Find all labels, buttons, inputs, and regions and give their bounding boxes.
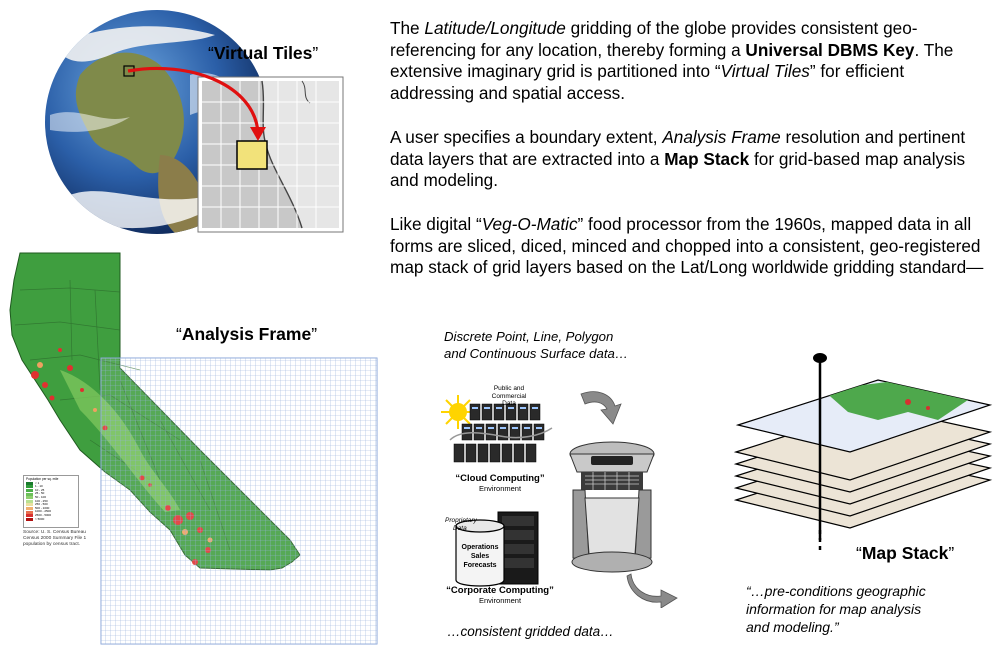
legend-swatch [26, 489, 33, 492]
legend-swatch [26, 482, 33, 485]
legend-swatch [26, 496, 33, 499]
legend-swatch [26, 503, 33, 506]
corporate-data-item: Operations [461, 544, 499, 551]
legend-entry-label: 25 - 50 [35, 491, 45, 496]
cloud-public-data-label: Public and Commercial Data [491, 385, 527, 407]
paragraph-vegomatic: Like digital “Veg-O-Matic” food processor from the 1960s, mapped data in all forms are sliced, diced, minced and chopped into a consistent, geo-registered map stack of grid layers based on the Lat/Long worldwide gridding standard— [390, 214, 984, 277]
legend-title: Population per sq. mile [26, 477, 59, 481]
corporate-proprietary-label: Proprietary Data [445, 517, 477, 532]
legend-entry-label: 50 - 100 [35, 494, 47, 499]
corporate-data-items [456, 543, 504, 570]
corporate-computing-label: “Corporate Computing” Environment [446, 585, 554, 605]
legend-entry-label: 500 - 1000 [35, 505, 50, 510]
legend-entry-label: 1 - 10 [35, 484, 43, 489]
legend-entry [26, 518, 76, 522]
map-stack-illustration [728, 350, 998, 560]
legend-swatch [26, 514, 33, 517]
legend-entry-label: 1000 - 2500 [35, 509, 52, 514]
curved-arrow-top-icon [575, 384, 625, 432]
analysis-frame-label: “Analysis Frame” [176, 324, 318, 344]
legend-entry-label: 100 - 250 [35, 498, 48, 503]
preconditions-caption: “…pre-conditions geographic information for map analysis and modeling.” [746, 583, 926, 635]
legend-entry-label: < 1 [35, 480, 40, 485]
paragraph-gridding: The Latitude/Longitude gridding of the globe provides consistent geo-referencing for any location, thereby forming a Universal DBMS Key. The extensive imaginary grid is partitioned into “Virtual Tiles” for efficient addressing and spatial access. [390, 18, 954, 103]
paragraph-analysis-frame: A user specifies a boundary extent, Analysis Frame resolution and pertinent data layers that are extracted into a Map Stack for grid-based map analysis and modeling. [390, 127, 966, 190]
globe-illustration [40, 5, 390, 250]
corporate-data-item: Sales [470, 553, 490, 560]
legend-entry-label: 10 - 25 [35, 487, 45, 492]
cloud-computing-label: “Cloud Computing” Environment [455, 473, 545, 493]
population-legend [23, 475, 79, 528]
legend-swatch [26, 507, 33, 510]
corporate-data-item: Forecasts [463, 562, 497, 569]
legend-swatch [26, 493, 33, 496]
legend-swatch [26, 518, 33, 521]
legend-swatch [26, 485, 33, 488]
discrete-data-caption: Discrete Point, Line, Polygon and Continuous Surface data… [444, 329, 629, 361]
consistent-gridded-caption: …consistent gridded data… [447, 624, 614, 639]
legend-source: Source: U. S. Census Bureau Census 2000 Summary File 1 population by census tract. [23, 530, 87, 547]
map-stack-label: “Map Stack” [856, 543, 955, 563]
virtual-tiles-label: “Virtual Tiles” [208, 43, 319, 63]
vegomatic-food-processor [563, 432, 661, 582]
california-population-map [0, 250, 390, 650]
legend-entry-label: 2500 - 5000 [35, 512, 52, 517]
curved-arrow-bottom-icon [625, 568, 680, 608]
legend-swatch [26, 500, 33, 503]
legend-swatch [26, 511, 33, 514]
legend-entries [26, 482, 76, 522]
legend-entry-label: 250 - 500 [35, 502, 48, 507]
legend-entry-label: > 5000 [35, 516, 45, 521]
